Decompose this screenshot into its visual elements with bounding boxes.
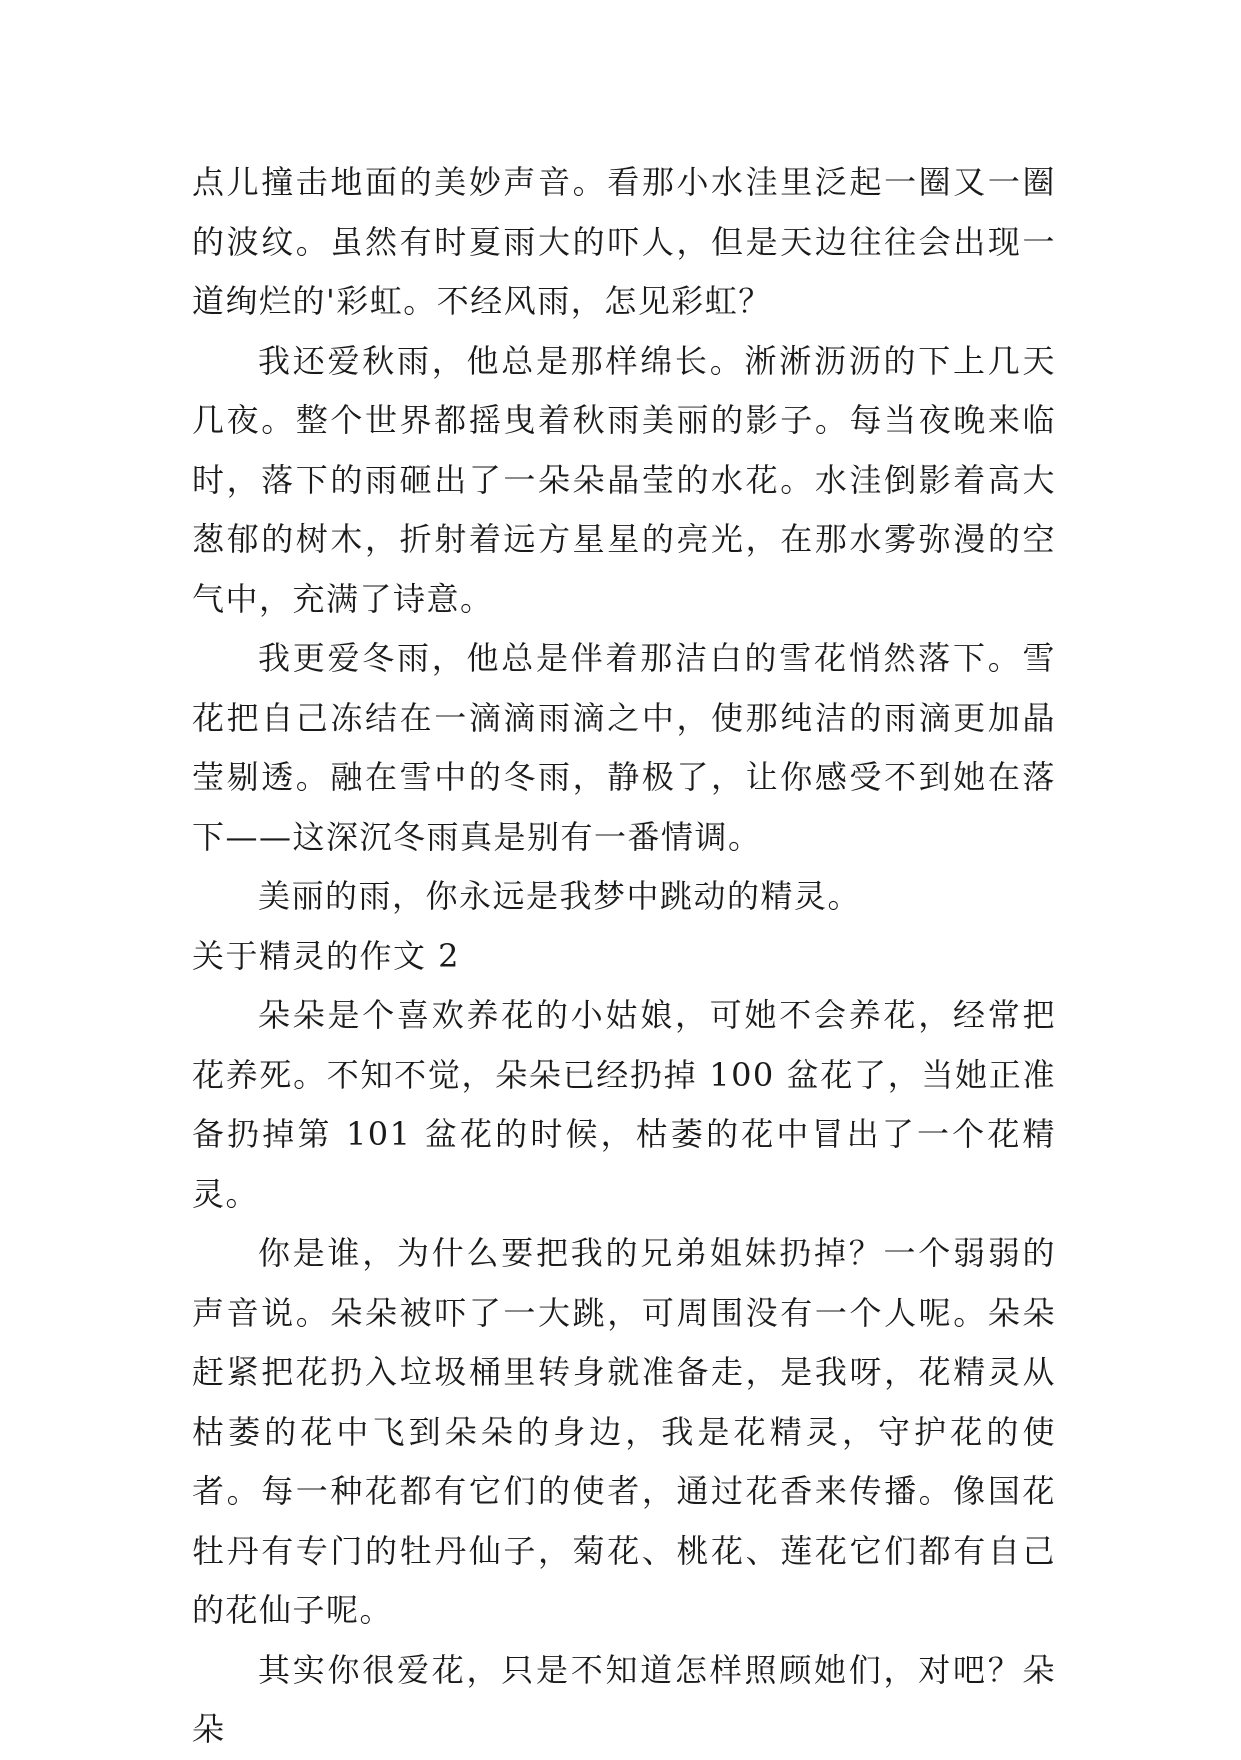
paragraph-summer-rain-end: 点儿撞击地面的美妙声音。看那小水洼里泛起一圈又一圈的波纹。虽然有时夏雨大的吓人，但是天边往往会出现一道绚烂的'彩虹。不经风雨，怎见彩虹？ bbox=[192, 163, 1056, 320]
paragraph-autumn-rain: 我还爱秋雨，他总是那样绵长。淅淅沥沥的下上几天几夜。整个世界都摇曳着秋雨美丽的影子。每当夜晚来临时，落下的雨砸出了一朵朵晶莹的水花。水洼倒影着高大葱郁的树木，折射着远方星星的亮光，在那水雾弥漫的空气中，充满了诗意。 bbox=[192, 341, 1056, 618]
paragraph-closing: 美丽的雨，你永远是我梦中跳动的精灵。 bbox=[258, 877, 862, 915]
document-body bbox=[192, 153, 1056, 1760]
paragraph-continued: 其实你很爱花，只是不知道怎样照顾她们，对吧？朵朵 bbox=[192, 1650, 1056, 1748]
paragraph-duoduo-intro: 朵朵是个喜欢养花的小姑娘，可她不会养花，经常把花养死。不知不觉，朵朵已经扔掉 100 盆花了，当她正准备扔掉第 101 盆花的时候，枯萎的花中冒出了一个花精灵。 bbox=[192, 996, 1056, 1213]
paragraph-flower-spirit: 你是谁，为什么要把我的兄弟姐妹扔掉？一个弱弱的声音说。朵朵被吓了一大跳，可周围没有一个人呢。朵朵赶紧把花扔入垃圾桶里转身就准备走，是我呀，花精灵从枯萎的花中飞到朵朵的身边，我是花精灵，守护花的使者。每一种花都有它们的使者，通过花香来传播。像国花牡丹有专门的牡丹仙子，菊花、桃花、莲花它们都有自己的花仙子呢。 bbox=[192, 1234, 1056, 1629]
paragraph-winter-rain: 我更爱冬雨，他总是伴着那洁白的雪花悄然落下。雪花把自己冻结在一滴滴雨滴之中，使那纯洁的雨滴更加晶莹剔透。融在雪中的冬雨，静极了，让你感受不到她在落下——这深沉冬雨真是别有一番情调。 bbox=[192, 639, 1056, 856]
section-heading: 关于精灵的作文 2 bbox=[192, 936, 461, 975]
